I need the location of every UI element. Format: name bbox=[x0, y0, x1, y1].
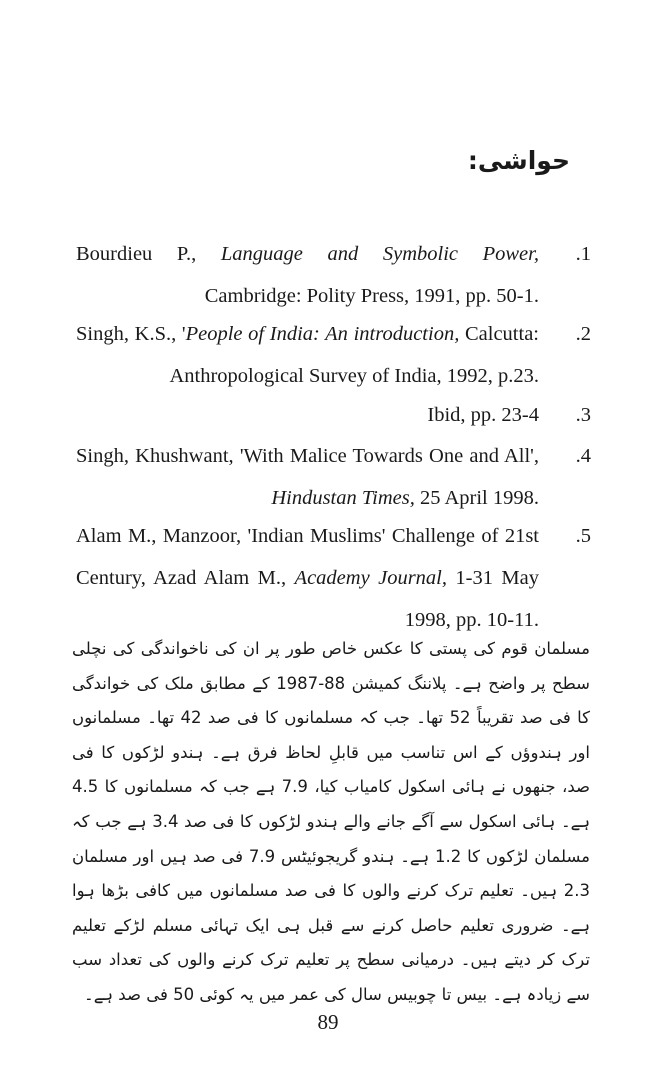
footnote-4 bbox=[76, 435, 591, 519]
footnote-2 bbox=[76, 313, 591, 397]
footnote-number: .5 bbox=[575, 525, 591, 547]
footnote-number: .4 bbox=[575, 445, 591, 467]
footnote-number: .2 bbox=[575, 323, 591, 345]
page-number: 89 bbox=[317, 1010, 339, 1034]
footnote-text: Singh, Khushwant, 'With Malice Towards One and All', Hindustan Times, 25 April 1998. bbox=[76, 445, 539, 509]
footnote-italic-title: Hindustan Times, bbox=[271, 487, 415, 509]
body-paragraph: مسلمان قوم کی پستی کا عکس خاص طور پر ان کی ناخواندگی کی نچلی سطح پر واضح ہے۔ پلاننگ کمیشن 88-1987 کے مطابق ملک کی خواندگی کا فی صد تقریباً 52 تھا۔ جب کہ مسلمانوں کا فی صد 42 تھا۔ مسلمانوں اور ہندوؤں کے اس تناسب میں قابلِ لحاظ فرق ہے۔ ہندو لڑکوں کا فی صد، جنھوں نے ہائی اسکول کامیاب کیا، 7.9 ہے جب کہ مسلمانوں کا 4.5 ہے۔ ہائی اسکول سے آگے جانے والے ہندو لڑکوں کا فی صد 3.4 ہے جب کہ مسلمان لڑکوں کا 1.2 ہے۔ ہندو گریجوئیٹس 7.9 فی صد ہیں اور مسلمان 2.3 ہیں۔ تعلیم ترک کرنے والوں کا فی صد مسلمانوں میں کافی بڑھا ہوا ہے۔ ضروری تعلیم حاصل کرنے سے قبل ہی ایک تہائی مسلم لڑکے تعلیم ترک کر دیتے ہیں۔ درمیانی سطح پر تعلیم ترک کرنے والوں کی تعداد سب سے زیادہ ہے۔ بیس تا چوبیس سال کی عمر میں یہ کوئی 50 فی صد ہے۔ bbox=[72, 639, 591, 1004]
footnote-1 bbox=[76, 233, 591, 317]
footnote-text: Singh, K.S., 'People of India: An introduction, Calcutta: Anthropological Survey of India, 1992, p.23. bbox=[76, 323, 539, 387]
footnote-text: Bourdieu P., Language and Symbolic Power, Cambridge: Polity Press, 1991, pp. 50-1. bbox=[76, 243, 539, 307]
footnote-text: Alam M., Manzoor, 'Indian Muslims' Challenge of 21st Century, Azad Alam M., Academy Journal, 1-31 May 1998, pp. 10-11. bbox=[76, 525, 539, 631]
footnote-italic-title: Academy Journal, bbox=[294, 567, 447, 589]
footnote-5 bbox=[76, 515, 591, 641]
footnote-number: .1 bbox=[575, 243, 591, 265]
footnote-3 bbox=[76, 394, 591, 436]
footnote-italic-title: People of India: An introduction, bbox=[185, 323, 460, 345]
footnote-number: .3 bbox=[575, 404, 591, 426]
notes-heading: حواشی: bbox=[467, 146, 570, 175]
footnote-text: Ibid, pp. 23-4 bbox=[427, 404, 539, 426]
footnote-italic-title: Language and Symbolic Power, bbox=[220, 243, 539, 265]
